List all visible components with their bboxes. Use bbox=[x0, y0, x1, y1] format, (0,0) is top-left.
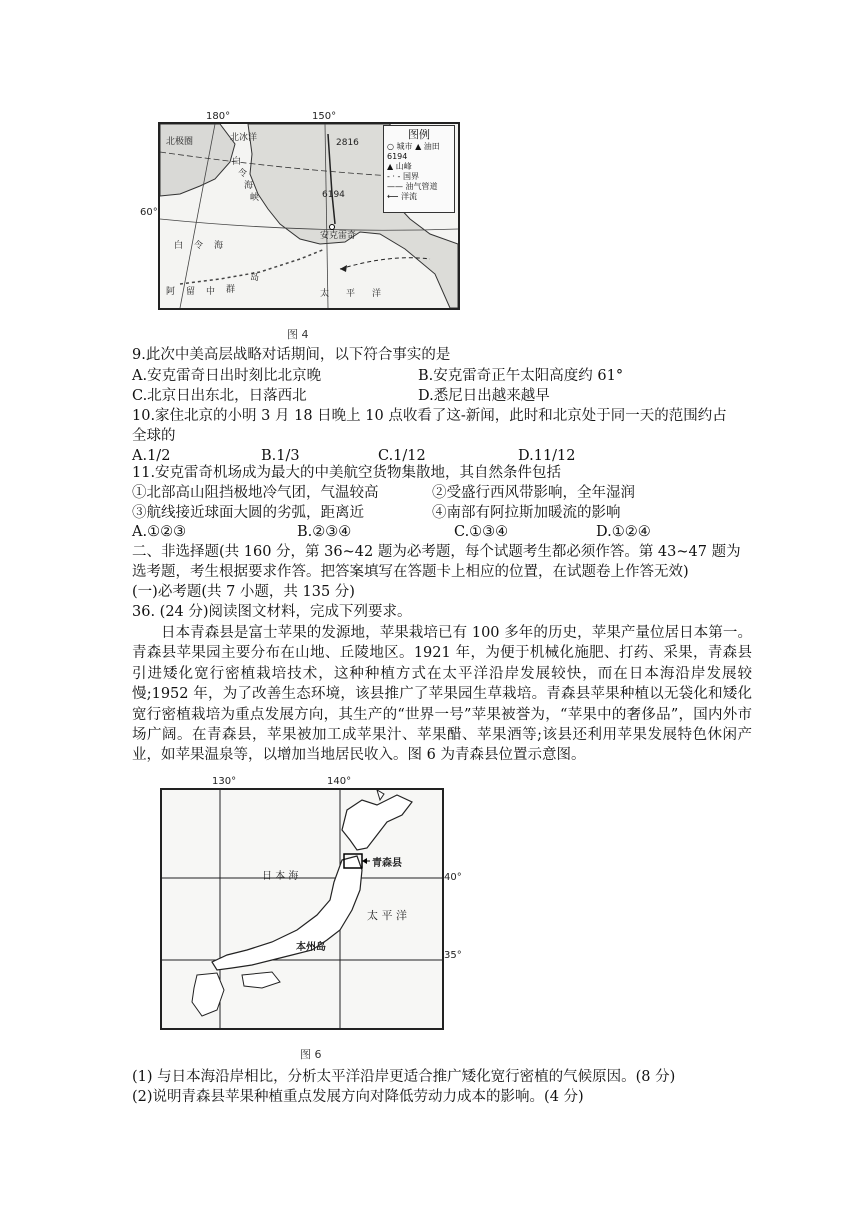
q9-option-c: C.北京日出东北，日落西北 bbox=[132, 388, 307, 404]
legend-item-6194: 6194 bbox=[387, 152, 408, 161]
q10-option-c: C.1/12 bbox=[378, 448, 426, 464]
question-10-line1: 10.家住北京的小明 3 月 18 日晚上 10 点收看了这-新闻，此时和北京处于同一天的范围约占 bbox=[132, 408, 727, 424]
q9-option-b: B.安克雷奇正午太阳高度约 61° bbox=[418, 368, 624, 384]
q9-option-a: A.安克雷奇日出时刻比北京晚 bbox=[132, 368, 322, 384]
section2-instructions-line1: 二、非选择题(共 160 分，第 36~42 题为必考题，每个试题考生都必须作答。第 43~47 题为 bbox=[132, 544, 741, 560]
figure4-legend bbox=[383, 125, 455, 213]
legend-item-border: - · - 国界 bbox=[387, 172, 419, 181]
bering-sea-char-2: 令 bbox=[194, 241, 204, 251]
fig6-lat-35-label: 35° bbox=[444, 950, 462, 961]
q11-statement-3: ③航线接近球面大圆的劣弧，距离近 bbox=[132, 505, 364, 521]
fig4-lon-150-label: 150° bbox=[312, 111, 337, 122]
section2-subheading: (一)必考题(共 7 小题，共 135 分) bbox=[132, 584, 355, 600]
legend-title: 图例 bbox=[408, 128, 430, 141]
bering-strait-char-3: 海 bbox=[244, 181, 254, 191]
figure-6-map bbox=[160, 788, 444, 1030]
north-pole-circle-label: 北极圈 bbox=[166, 137, 194, 147]
legend-item-current: ⟵ 洋流 bbox=[387, 192, 418, 201]
q10-option-d: D.11/12 bbox=[518, 448, 576, 464]
question-36-title: 36. (24 分)阅读图文材料，完成下列要求。 bbox=[132, 604, 412, 620]
aomori-label: 青森县 bbox=[372, 858, 402, 869]
figure-6-caption: 图 6 bbox=[300, 1048, 322, 1061]
fig6-lon-130-label: 130° bbox=[212, 776, 237, 787]
arctic-ocean-label: 北冰洋 bbox=[230, 133, 258, 143]
fig6-lon-140-label: 140° bbox=[327, 776, 352, 787]
anchorage-label: 安克雷奇 bbox=[320, 231, 357, 241]
question-36-part-2: (2)说明青森县苹果种植重点发展方向对降低劳动力成本的影响。(4 分) bbox=[132, 1089, 584, 1105]
peak-6194-label: 6194 bbox=[322, 190, 345, 200]
honshu-label: 本州岛 bbox=[296, 942, 326, 953]
pacific-ocean-label: 太 平 洋 bbox=[367, 909, 407, 922]
aleutian-char-2: 留 bbox=[186, 287, 196, 297]
aleutian-char-1: 阿 bbox=[166, 287, 176, 297]
legend-item-pipeline: —— 油气管道 bbox=[387, 182, 438, 191]
sea-of-japan-label: 日 本 海 bbox=[262, 871, 299, 882]
peak-2816-label: 2816 bbox=[336, 138, 359, 148]
figure-4-caption: 图 4 bbox=[287, 328, 309, 341]
q10-option-b: B.1/3 bbox=[261, 448, 300, 464]
bering-strait-char-2: 令 bbox=[238, 169, 248, 179]
q11-statement-2: ②受盛行西风带影响，全年湿润 bbox=[432, 485, 635, 501]
legend-item-peak: ▲ 山峰 bbox=[387, 162, 412, 171]
fig4-lat-60-label: 60° bbox=[140, 207, 158, 218]
fig6-lat-40-label: 40° bbox=[444, 872, 462, 883]
bering-strait-char-1: 白 bbox=[232, 157, 242, 167]
q11-option-d: D.①②④ bbox=[596, 524, 651, 540]
q11-option-c: C.①③④ bbox=[454, 524, 509, 540]
section2-instructions-line2: 选考题，考生根据要求作答。把答案填写在答题卡上相应的位置，在试题卷上作答无效) bbox=[132, 564, 689, 580]
aleutian-char-5: 岛 bbox=[250, 273, 260, 283]
question-11: 11.安克雷奇机场成为最大的中美航空货物集散地，其自然条件包括 bbox=[132, 465, 562, 481]
pacific-char-2: 平 bbox=[346, 289, 356, 299]
aleutian-char-4: 群 bbox=[226, 285, 236, 295]
question-9: 9.此次中美高层战略对话期间，以下符合事实的是 bbox=[132, 347, 451, 363]
question-36-part-1: (1) 与日本海沿岸相比，分析太平洋沿岸更适合推广矮化宽行密植的气候原因。(8 分) bbox=[132, 1069, 676, 1085]
bering-sea-char-3: 海 bbox=[214, 241, 224, 251]
question-10-line2: 全球的 bbox=[132, 428, 176, 444]
q11-statement-4: ④南部有阿拉斯加暖流的影响 bbox=[432, 505, 621, 521]
q11-option-b: B.②③④ bbox=[297, 524, 352, 540]
question-36-material: 日本青森县是富士苹果的发源地，苹果栽培已有 100 多年的历史，苹果产量位居日本第一。青森县苹果园主要分布在山地、丘陵地区。1921 年，为便于机械化施肥、打药、采果，青森县引进矮化宽行密植栽培技术，这种种植方式在太平洋沿岸发展较快，而在日本海沿岸发展较慢;1952 年，为了改善生态环境，该县推广了苹果园生草栽培。青森县苹果种植以无袋化和矮化宽行密植栽培为重点发展方向，其生产的“世界一号”苹果被誉为，“苹果中的奢侈品”，国内外市场广阔。在青森县，苹果被加工成苹果汁、苹果醋、苹果酒等;该县还利用苹果发展特色休闲产业，如苹果温泉等，以增加当地居民收入。图 6 为青森县位置示意图。 bbox=[132, 625, 752, 764]
pacific-char-1: 太 bbox=[320, 289, 330, 299]
aleutian-char-3: 中 bbox=[206, 287, 216, 297]
q9-option-d: D.悉尼日出越来越早 bbox=[418, 388, 550, 404]
pacific-char-3: 洋 bbox=[372, 289, 382, 299]
fig4-lon-180-label: 180° bbox=[206, 111, 231, 122]
q11-option-a: A.①②③ bbox=[132, 524, 187, 540]
q10-option-a: A.1/2 bbox=[132, 448, 171, 464]
legend-item-city-oilfield: ○ 城市 ▲ 油田 bbox=[387, 142, 440, 151]
q11-statement-1: ①北部高山阻挡极地冷气团，气温较高 bbox=[132, 485, 379, 501]
bering-sea-char-1: 白 bbox=[174, 241, 184, 251]
bering-strait-char-4: 峡 bbox=[250, 193, 260, 203]
